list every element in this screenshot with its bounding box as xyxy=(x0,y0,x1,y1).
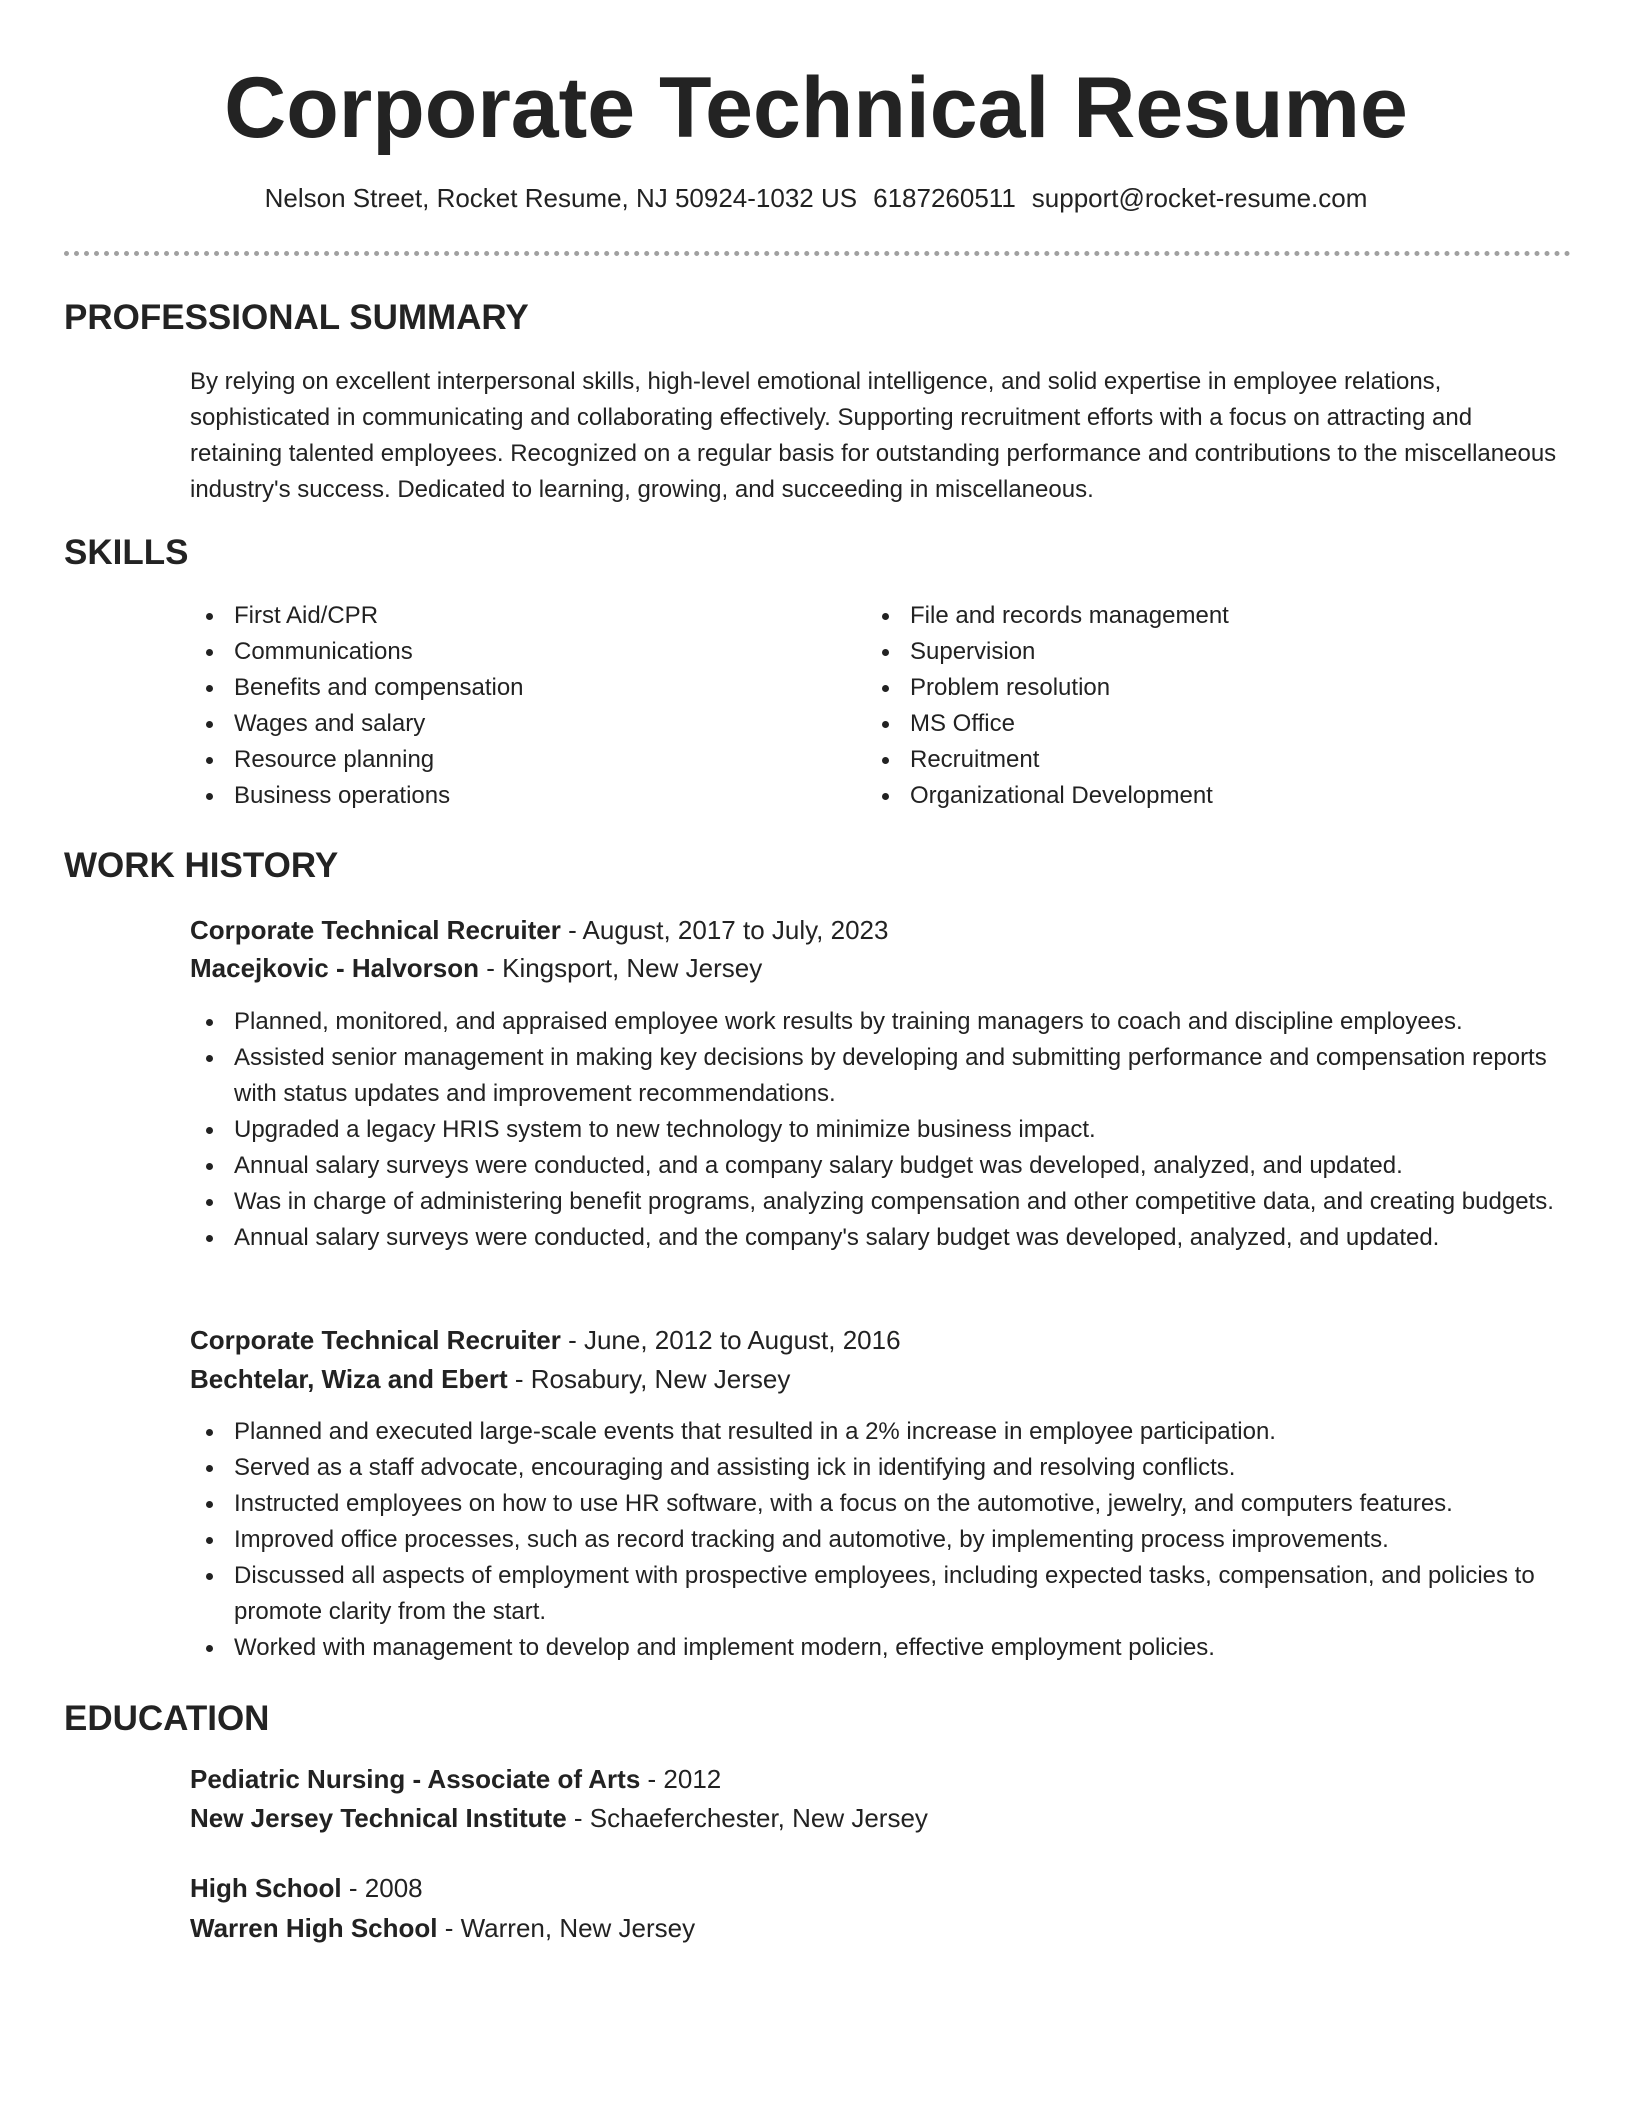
job-bullet: Improved office processes, such as record tracking and automotive, by implementing process improvements. xyxy=(190,1522,1570,1558)
skills-list-right xyxy=(866,598,1566,814)
contact-email: support@rocket-resume.com xyxy=(1031,183,1368,213)
education-school-line xyxy=(190,1801,928,1835)
education-degree-line xyxy=(190,1871,423,1905)
education-heading: EDUCATION xyxy=(64,1699,270,1738)
work-history-heading: WORK HISTORY xyxy=(64,846,339,885)
skill-item: Resource planning xyxy=(190,742,830,778)
education-degree-line xyxy=(190,1762,721,1796)
job-company: Bechtelar, Wiza and Ebert xyxy=(190,1364,508,1394)
job-bullet: Was in charge of administering benefit programs, analyzing compensation and other competitive data, and creating budgets. xyxy=(190,1184,1570,1220)
contact-line xyxy=(0,182,1632,214)
job-company-line xyxy=(190,1362,790,1396)
job-dates: - June, 2012 to August, 2016 xyxy=(560,1325,901,1355)
education-school: New Jersey Technical Institute xyxy=(190,1803,567,1833)
education-location: - Schaeferchester, New Jersey xyxy=(566,1803,928,1833)
job-bullet: Annual salary surveys were conducted, and a company salary budget was developed, analyzed, and updated. xyxy=(190,1148,1570,1184)
skill-item: Wages and salary xyxy=(190,706,830,742)
education-degree: High School xyxy=(190,1873,342,1903)
resume-title: Corporate Technical Resume xyxy=(224,60,1408,156)
job-bullets xyxy=(190,1414,1570,1666)
job-bullet: Discussed all aspects of employment with prospective employees, including expected tasks, compensation, and policies to promote clarity from the start. xyxy=(190,1558,1570,1630)
skill-item: Supervision xyxy=(866,634,1566,670)
job-bullet: Assisted senior management in making key decisions by developing and submitting performance and compensation reports with status updates and improvement recommendations. xyxy=(190,1040,1570,1112)
job-bullet: Instructed employees on how to use HR software, with a focus on the automotive, jewelry, and computers features. xyxy=(190,1486,1570,1522)
job-title-line xyxy=(190,1323,901,1357)
job-bullets xyxy=(190,1004,1570,1256)
education-school-line xyxy=(190,1911,695,1945)
skill-item: File and records management xyxy=(866,598,1566,634)
contact-address: Nelson Street, Rocket Resume, NJ 50924-1032 US xyxy=(264,183,858,213)
job-company: Macejkovic - Halvorson xyxy=(190,953,479,983)
header-divider xyxy=(64,251,1571,256)
education-year: - 2012 xyxy=(640,1764,722,1794)
job-title: Corporate Technical Recruiter xyxy=(190,915,561,945)
job-dates: - August, 2017 to July, 2023 xyxy=(560,915,889,945)
job-bullet: Upgraded a legacy HRIS system to new technology to minimize business impact. xyxy=(190,1112,1570,1148)
job-location: - Rosabury, New Jersey xyxy=(507,1364,791,1394)
skill-item: Business operations xyxy=(190,778,830,814)
education-year: - 2008 xyxy=(341,1873,423,1903)
job-bullet: Served as a staff advocate, encouraging and assisting ick in identifying and resolving conflicts. xyxy=(190,1450,1570,1486)
job-bullet: Planned and executed large-scale events that resulted in a 2% increase in employee participation. xyxy=(190,1414,1570,1450)
job-location: - Kingsport, New Jersey xyxy=(479,953,763,983)
skill-item: MS Office xyxy=(866,706,1566,742)
summary-text: By relying on excellent interpersonal skills, high-level emotional intelligence, and solid expertise in employee relations, sophisticated in communicating and collaborating effectively. Supporting recruitment efforts with a focus on attracting and retaining talented employees. Recognized on a regular basis for outstanding performance and contributions to the miscellaneous industry's success. Dedicated to learning, growing, and succeeding in miscellaneous. xyxy=(190,368,1557,503)
job-bullet: Annual salary surveys were conducted, and the company's salary budget was developed, analyzed, and updated. xyxy=(190,1220,1570,1256)
job-title-line xyxy=(190,913,888,947)
summary-heading: PROFESSIONAL SUMMARY xyxy=(64,298,529,337)
skill-item: Recruitment xyxy=(866,742,1566,778)
skill-item: First Aid/CPR xyxy=(190,598,830,634)
education-location: - Warren, New Jersey xyxy=(437,1913,696,1943)
contact-phone: 6187260511 xyxy=(873,183,1016,213)
job-bullet: Worked with management to develop and implement modern, effective employment policies. xyxy=(190,1630,1570,1666)
skill-item: Organizational Development xyxy=(866,778,1566,814)
education-degree: Pediatric Nursing - Associate of Arts xyxy=(190,1764,641,1794)
skill-item: Problem resolution xyxy=(866,670,1566,706)
job-bullet: Planned, monitored, and appraised employee work results by training managers to coach and discipline employees. xyxy=(190,1004,1570,1040)
education-school: Warren High School xyxy=(190,1913,438,1943)
skills-heading: SKILLS xyxy=(64,533,189,572)
skill-item: Communications xyxy=(190,634,830,670)
skill-item: Benefits and compensation xyxy=(190,670,830,706)
skills-list-left xyxy=(190,598,830,814)
job-company-line xyxy=(190,951,762,985)
job-title: Corporate Technical Recruiter xyxy=(190,1325,561,1355)
